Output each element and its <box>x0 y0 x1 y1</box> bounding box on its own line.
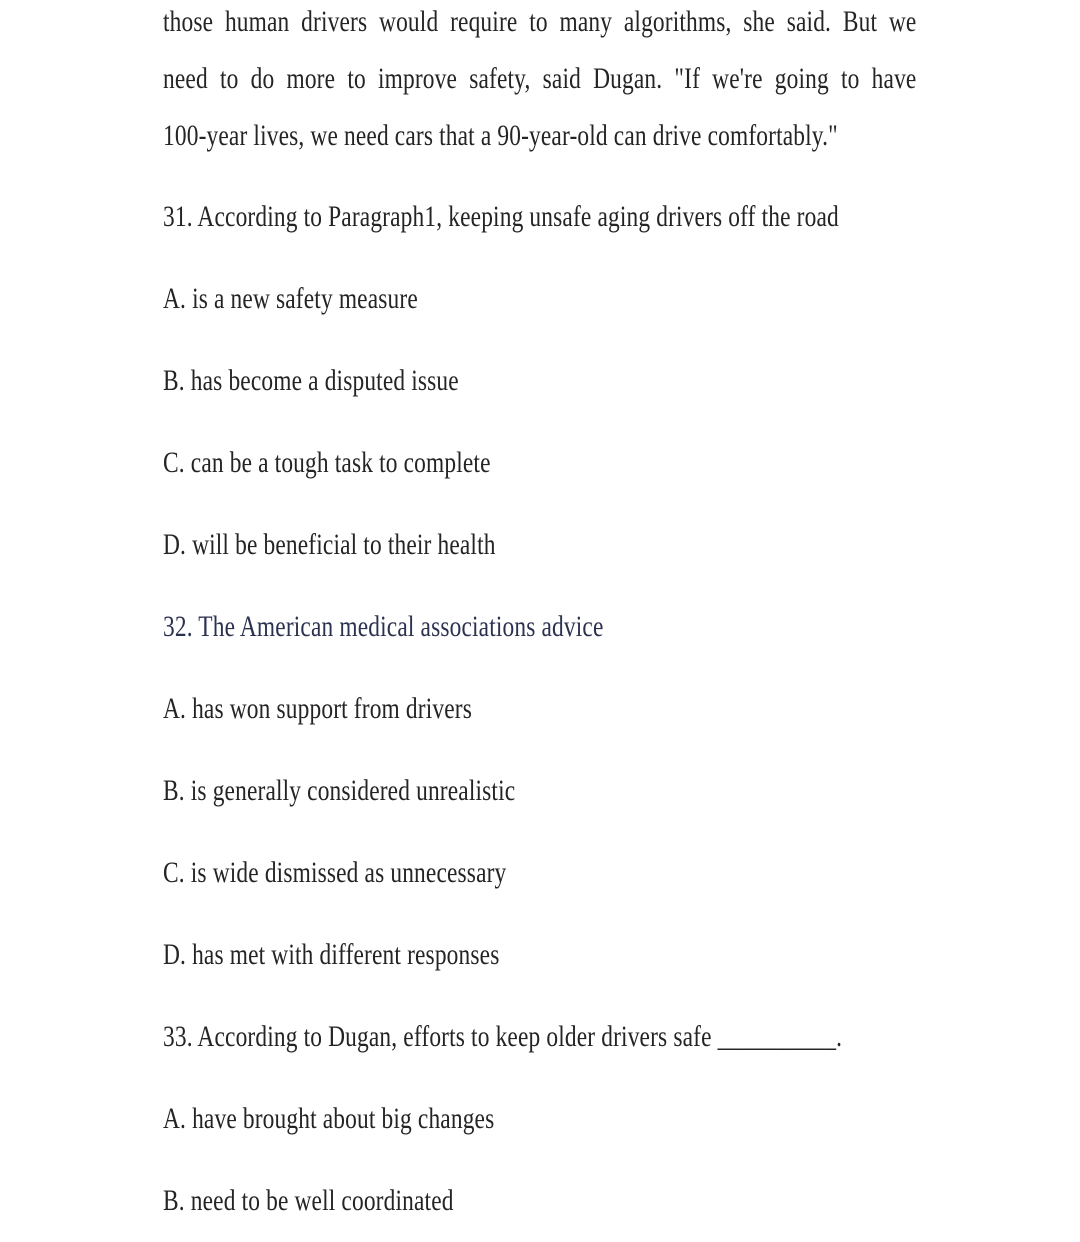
passage-paragraph <box>163 0 1080 164</box>
question-33-option-b: B. need to be well coordinated <box>163 1184 454 1217</box>
question-31-option-d: D. will be beneficial to their health <box>163 528 496 561</box>
question-33-stem: 33. According to Dugan, efforts to keep older drivers safe __________. <box>163 1020 843 1053</box>
passage-line-3: 100-year lives, we need cars that a 90-year-old can drive comfortably." <box>163 119 838 152</box>
question-32-option-a: A. has won support from drivers <box>163 692 473 725</box>
question-31-option-c: C. can be a tough task to complete <box>163 446 491 479</box>
question-31-option-b: B. has become a disputed issue <box>163 364 459 397</box>
question-33-option-a: A. have brought about big changes <box>163 1102 495 1135</box>
passage-line-2: need to do more to improve safety, said Dugan. "If we're going to have <box>163 62 917 95</box>
question-31-option-a: A. is a new safety measure <box>163 282 418 315</box>
passage-line-1: those human drivers would require to many algorithms, she said. But we <box>163 5 917 38</box>
question-32-stem: 32. The American medical associations advice <box>163 610 604 643</box>
question-32-option-c: C. is wide dismissed as unnecessary <box>163 856 507 889</box>
question-31-stem: 31. According to Paragraph1, keeping unsafe aging drivers off the road <box>163 200 839 233</box>
question-32-option-d: D. has met with different responses <box>163 938 500 971</box>
question-32-option-b: B. is generally considered unrealistic <box>163 774 516 807</box>
questions-section <box>163 176 1080 1242</box>
